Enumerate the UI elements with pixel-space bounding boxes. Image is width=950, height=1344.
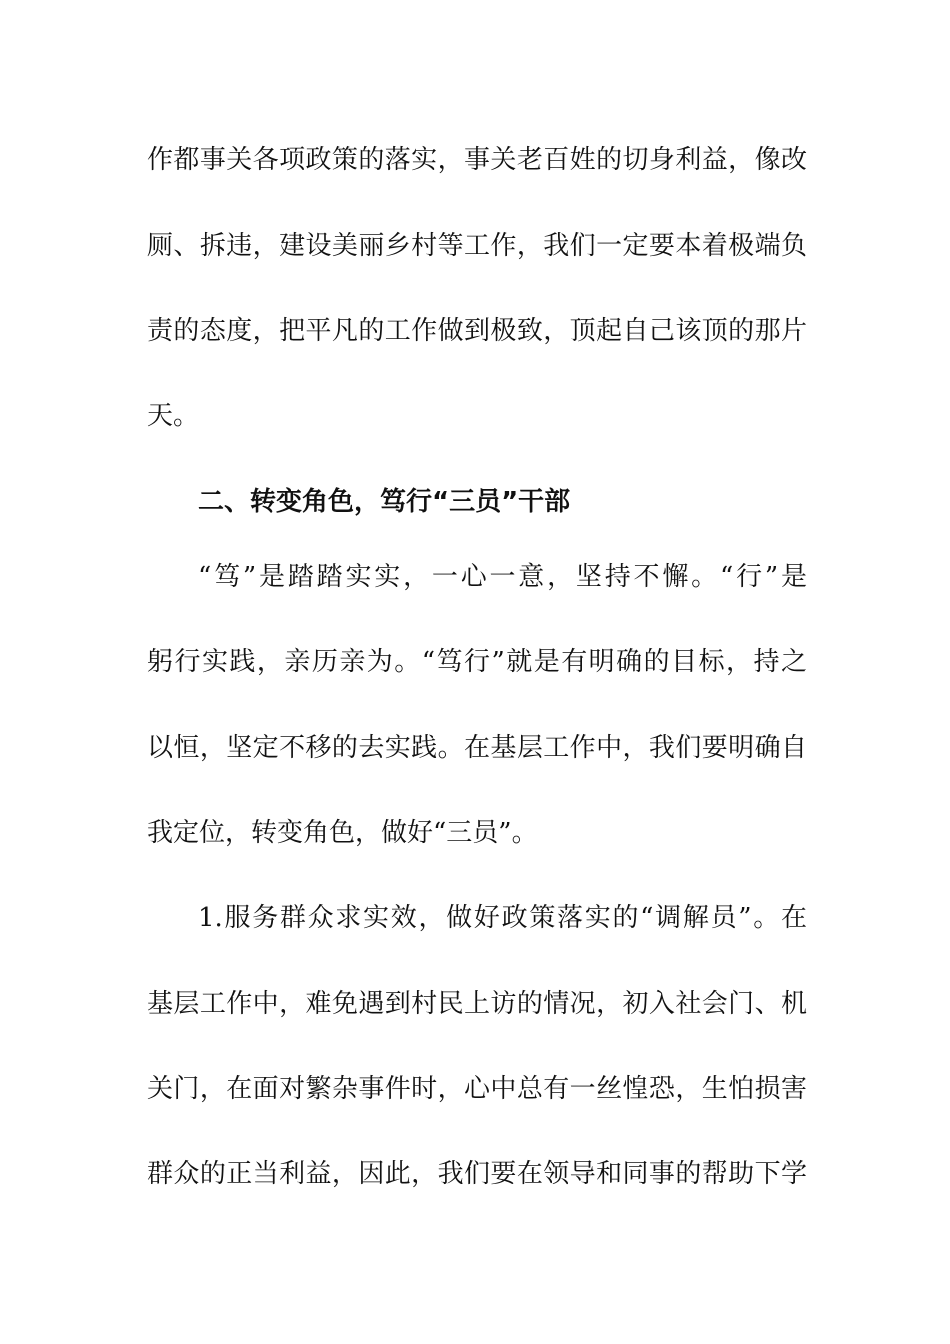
paragraph-line: “笃”是踏踏实实，一心一意，坚持不懈。“行”是	[198, 562, 807, 592]
paragraph-line: 以恒，坚定不移的去实践。在基层工作中，我们要明确自	[147, 733, 807, 763]
paragraph-line: 我定位，转变角色，做好“三员”。	[147, 818, 538, 848]
paragraph-line: 天。	[147, 401, 200, 431]
paragraph-line: 关门，在面对繁杂事件时，心中总有一丝惶恐，生怕损害	[147, 1074, 807, 1104]
paragraph-line: 1.服务群众求实效，做好政策落实的“调解员”。在	[198, 903, 807, 933]
paragraph-line: 责的态度，把平凡的工作做到极致，顶起自己该顶的那片	[147, 316, 807, 346]
paragraph-line: 躬行实践，亲历亲为。“笃行”就是有明确的目标，持之	[147, 647, 807, 677]
paragraph-line: 作都事关各项政策的落实，事关老百姓的切身利益，像改	[147, 145, 807, 175]
paragraph-line: 群众的正当利益，因此，我们要在领导和同事的帮助下学	[147, 1159, 807, 1189]
paragraph-line: 基层工作中，难免遇到村民上访的情况，初入社会门、机	[147, 989, 807, 1019]
paragraph-line: 厕、拆违，建设美丽乡村等工作，我们一定要本着极端负	[147, 231, 807, 261]
section-heading: 二、转变角色，笃行“三员”干部	[198, 487, 571, 517]
